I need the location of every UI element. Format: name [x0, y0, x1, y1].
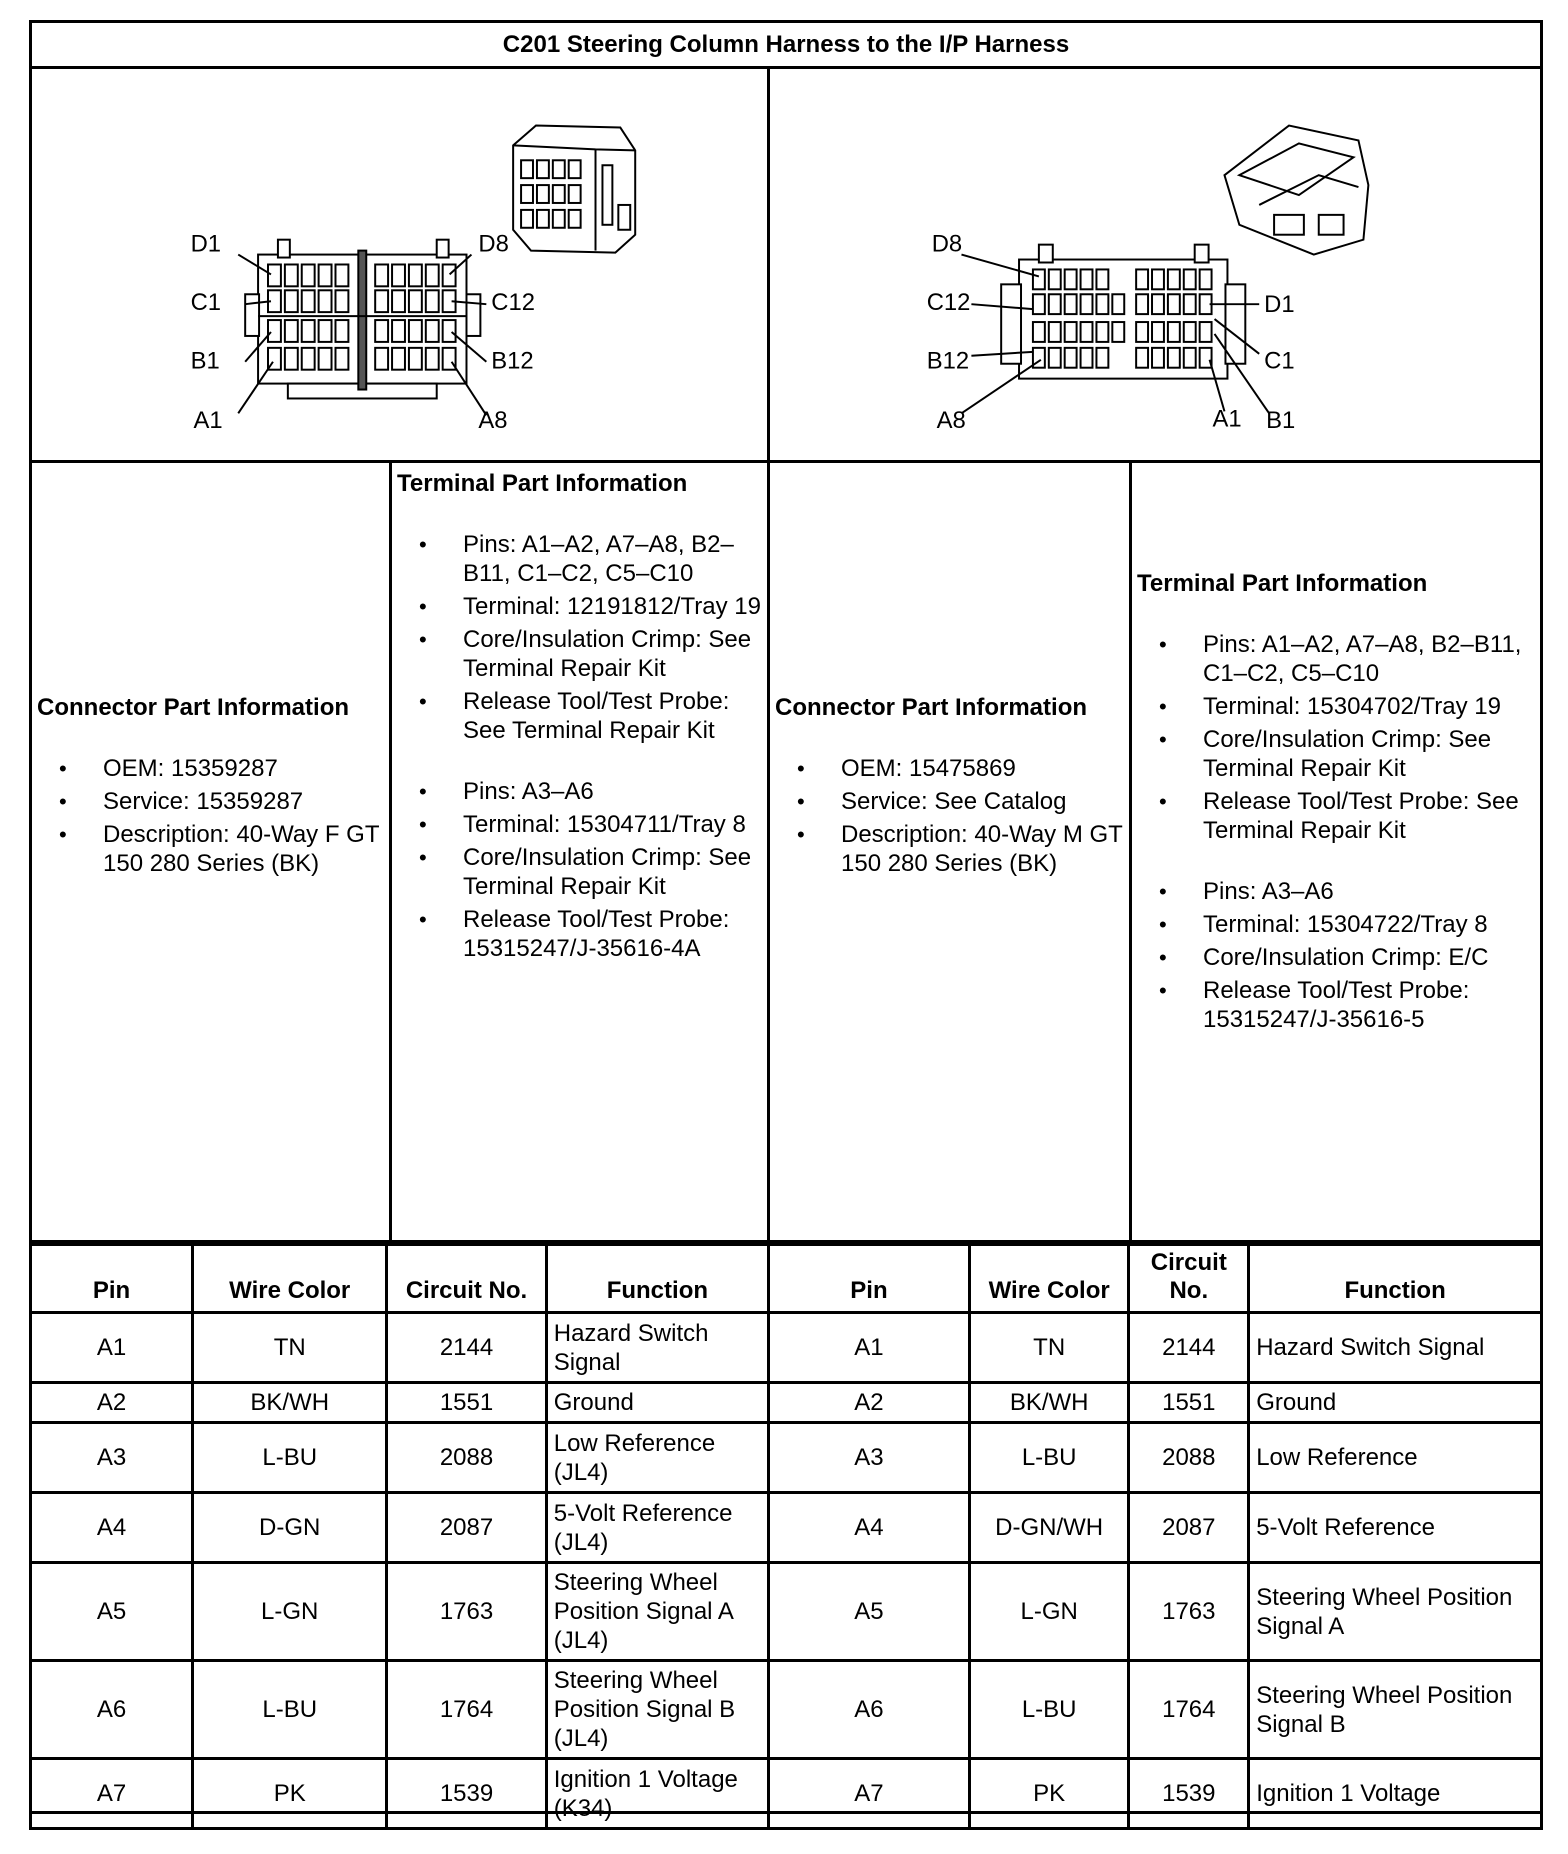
- column-header: Circuit No.: [387, 1245, 546, 1313]
- pin-cell: A1: [769, 1313, 970, 1383]
- pin-cell: A7: [769, 1759, 970, 1829]
- list-item: • Pins: A1–A2, A7–A8, B2–B11, C1–C2, C5–C10: [397, 530, 762, 588]
- left-connector-heading: Connector Part Information: [37, 694, 350, 721]
- list-item: • Terminal: 15304722/Tray 8: [1137, 910, 1542, 939]
- left-connector-info: [37, 693, 387, 882]
- right-pin-table: [767, 1243, 1543, 1830]
- pin-cell: A3: [769, 1423, 970, 1493]
- list-item: • Service: 15359287: [37, 787, 387, 816]
- wire-color-cell: PK: [969, 1759, 1129, 1829]
- left-terminal-group-2: [397, 777, 762, 963]
- wire-color-cell: BK/WH: [969, 1383, 1129, 1423]
- circuit-cell: 1763: [1129, 1563, 1249, 1661]
- table-row: [769, 1383, 1542, 1423]
- list-item: • Pins: A3–A6: [397, 777, 762, 806]
- right-connector-heading: Connector Part Information: [775, 694, 1088, 721]
- left-label-c12: C12: [491, 289, 535, 317]
- pin-cell: A2: [31, 1383, 193, 1423]
- column-header: Circuit No.: [1129, 1245, 1249, 1313]
- circuit-cell: 1551: [387, 1383, 546, 1423]
- circuit-cell: 1763: [387, 1563, 546, 1661]
- circuit-cell: 1551: [1129, 1383, 1249, 1423]
- column-header: Function: [1249, 1245, 1542, 1313]
- pin-cell: A5: [769, 1563, 970, 1661]
- circuit-cell: 2144: [387, 1313, 546, 1383]
- pin-cell: A2: [769, 1383, 970, 1423]
- left-label-d8: D8: [478, 230, 509, 258]
- table-row: [31, 1423, 769, 1493]
- table-row: [769, 1313, 1542, 1383]
- pin-cell: A5: [31, 1563, 193, 1661]
- wire-color-cell: TN: [969, 1313, 1129, 1383]
- list-item: • Core/Insulation Crimp: See Terminal Repair Kit: [397, 843, 762, 901]
- function-cell: Steering Wheel Position Signal B: [1249, 1661, 1542, 1759]
- list-item: • Pins: A3–A6: [1137, 877, 1542, 906]
- pin-cell: A6: [769, 1661, 970, 1759]
- table-row: [769, 1563, 1542, 1661]
- left-connector-diagram: [32, 66, 767, 463]
- circuit-cell: 2087: [387, 1493, 546, 1563]
- table-row: [31, 1661, 769, 1759]
- right-iso-connector-icon: [1224, 126, 1368, 255]
- function-cell: Ignition 1 Voltage: [1249, 1759, 1542, 1829]
- right-label-b1: B1: [1266, 407, 1296, 435]
- table-row: [31, 1383, 769, 1423]
- left-iso-connector-icon: [513, 126, 635, 253]
- list-item: • Terminal: 15304711/Tray 8: [397, 810, 762, 839]
- circuit-cell: 2088: [1129, 1423, 1249, 1493]
- right-connector-diagram: [770, 66, 1540, 463]
- left-label-c1: C1: [190, 289, 222, 317]
- circuit-cell: 1539: [387, 1759, 546, 1829]
- pin-cell: A3: [31, 1423, 193, 1493]
- circuit-cell: 1539: [1129, 1759, 1249, 1829]
- table-header-row: [769, 1245, 1542, 1313]
- function-cell: 5-Volt Reference: [1249, 1493, 1542, 1563]
- right-connector-list: [775, 754, 1125, 878]
- function-cell: Hazard Switch Signal: [546, 1313, 768, 1383]
- table-row: [31, 1493, 769, 1563]
- list-item: • Terminal: 12191812/Tray 19: [397, 592, 762, 621]
- right-terminal-group-1: [1137, 630, 1542, 845]
- right-label-d1: D1: [1264, 291, 1295, 319]
- function-cell: Ground: [1249, 1383, 1542, 1423]
- pin-cell: A4: [769, 1493, 970, 1563]
- left-connector-face: [245, 240, 480, 399]
- part-info-section: [32, 463, 1540, 1243]
- list-item: • Description: 40-Way M GT 150 280 Series (BK): [775, 820, 1125, 878]
- wire-color-cell: D-GN/WH: [969, 1493, 1129, 1563]
- right-label-c1: C1: [1264, 347, 1295, 375]
- wire-color-cell: PK: [193, 1759, 387, 1829]
- table-row: [31, 1563, 769, 1661]
- left-terminal-info: [397, 469, 762, 967]
- wire-color-cell: TN: [193, 1313, 387, 1383]
- column-header: Pin: [769, 1245, 970, 1313]
- function-cell: Low Reference: [1249, 1423, 1542, 1493]
- table-row: [769, 1759, 1542, 1829]
- list-item: • Pins: A1–A2, A7–A8, B2–B11, C1–C2, C5–C10: [1137, 630, 1542, 688]
- wire-color-cell: L-GN: [193, 1563, 387, 1661]
- list-item: • OEM: 15475869: [775, 754, 1125, 783]
- pin-cell: A1: [31, 1313, 193, 1383]
- column-header: Wire Color: [193, 1245, 387, 1313]
- column-header: Function: [546, 1245, 768, 1313]
- left-label-a1: A1: [193, 407, 223, 435]
- list-item: • Description: 40-Way F GT 150 280 Series (BK): [37, 820, 387, 878]
- function-cell: 5-Volt Reference (JL4): [546, 1493, 768, 1563]
- left-pin-table: [29, 1243, 770, 1830]
- list-item: • Service: See Catalog: [775, 787, 1125, 816]
- wire-color-cell: L-BU: [193, 1423, 387, 1493]
- column-header: Wire Color: [969, 1245, 1129, 1313]
- function-cell: Steering Wheel Position Signal B (JL4): [546, 1661, 768, 1759]
- circuit-cell: 1764: [1129, 1661, 1249, 1759]
- left-terminal-heading: Terminal Part Information: [397, 470, 688, 497]
- right-terminal-heading: Terminal Part Information: [1137, 570, 1428, 597]
- column-header: Pin: [31, 1245, 193, 1313]
- table-row: [31, 1759, 769, 1829]
- left-connector-list: [37, 754, 387, 878]
- list-item: • Core/Insulation Crimp: See Terminal Repair Kit: [397, 625, 762, 683]
- wire-color-cell: D-GN: [193, 1493, 387, 1563]
- list-item: • Release Tool/Test Probe: See Terminal Repair Kit: [397, 687, 762, 745]
- wire-color-cell: L-BU: [193, 1661, 387, 1759]
- list-item: • Release Tool/Test Probe: 15315247/J-35616-4A: [397, 905, 762, 963]
- function-cell: Steering Wheel Position Signal A: [1249, 1563, 1542, 1661]
- table-row: [769, 1661, 1542, 1759]
- left-terminal-group-1: [397, 530, 762, 745]
- pin-cell: A7: [31, 1759, 193, 1829]
- list-item: • Core/Insulation Crimp: E/C: [1137, 943, 1542, 972]
- wire-color-cell: BK/WH: [193, 1383, 387, 1423]
- left-label-b12: B12: [491, 347, 534, 375]
- circuit-cell: 1764: [387, 1661, 546, 1759]
- left-label-a8: A8: [478, 407, 508, 435]
- right-label-c12: C12: [926, 289, 971, 317]
- right-connector-info: [775, 693, 1125, 882]
- function-cell: Ground: [546, 1383, 768, 1423]
- wire-color-cell: L-BU: [969, 1423, 1129, 1493]
- list-item: • Core/Insulation Crimp: See Terminal Repair Kit: [1137, 725, 1542, 783]
- function-cell: Hazard Switch Signal: [1249, 1313, 1542, 1383]
- right-connector-drawing: [770, 66, 1540, 460]
- page-title: C201 Steering Column Harness to the I/P Harness: [32, 23, 1540, 69]
- right-label-a1: A1: [1212, 405, 1242, 433]
- circuit-cell: 2088: [387, 1423, 546, 1493]
- function-cell: Ignition 1 Voltage (K34): [546, 1759, 768, 1829]
- wire-color-cell: L-BU: [969, 1661, 1129, 1759]
- circuit-cell: 2087: [1129, 1493, 1249, 1563]
- left-label-d1: D1: [190, 230, 222, 258]
- table-row: [769, 1423, 1542, 1493]
- table-row: [31, 1313, 769, 1383]
- table-row: [769, 1493, 1542, 1563]
- right-connector-face: [1001, 245, 1245, 379]
- list-item: • Release Tool/Test Probe: 15315247/J-35616-5: [1137, 976, 1542, 1034]
- left-label-b1: B1: [190, 347, 220, 375]
- right-terminal-group-2: [1137, 877, 1542, 1034]
- table-header-row: [31, 1245, 769, 1313]
- circuit-cell: 2144: [1129, 1313, 1249, 1383]
- list-item: • Terminal: 15304702/Tray 19: [1137, 692, 1542, 721]
- right-label-b12: B12: [926, 347, 970, 375]
- pin-cell: A4: [31, 1493, 193, 1563]
- list-item: • OEM: 15359287: [37, 754, 387, 783]
- wire-color-cell: L-GN: [969, 1563, 1129, 1661]
- right-label-d8: D8: [931, 230, 963, 258]
- pin-cell: A6: [31, 1661, 193, 1759]
- connector-sheet: [29, 20, 1543, 1822]
- right-label-a8: A8: [936, 407, 966, 435]
- function-cell: Low Reference (JL4): [546, 1423, 768, 1493]
- right-terminal-info: [1137, 569, 1542, 1038]
- function-cell: Steering Wheel Position Signal A (JL4): [546, 1563, 768, 1661]
- list-item: • Release Tool/Test Probe: See Terminal Repair Kit: [1137, 787, 1542, 845]
- left-connector-drawing: [32, 66, 767, 460]
